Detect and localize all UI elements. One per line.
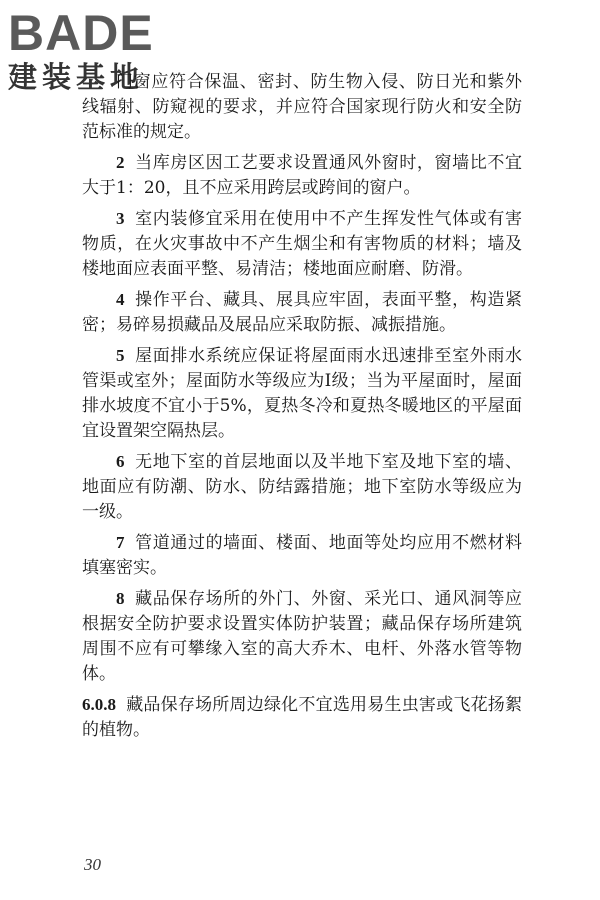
paragraph-7 <box>82 530 522 581</box>
paragraph-1 <box>82 70 522 145</box>
paragraph-text: 门窗应符合保温、密封、防生物入侵、防日光和紫外线辐射、防窥视的要求，并应符合国家现行防火和安全防范标准的规定。 <box>82 72 522 142</box>
paragraph-text: 室内装修宜采用在使用中不产生挥发性气体或有害物质，在火灾事故中不产生烟尘和有害物质的材料；墙及楼地面应表面平整、易清洁；楼地面应耐磨、防滑。 <box>82 209 522 279</box>
paragraph-number: 5 <box>116 346 125 365</box>
paragraph-8 <box>82 586 522 687</box>
paragraph-text: 管道通过的墙面、楼面、地面等处均应用不燃材料填塞密实。 <box>82 533 522 578</box>
paragraph-text: 当库房区因工艺要求设置通风外窗时，窗墙比不宜大于1：20，且不应采用跨层或跨间的窗户。 <box>82 153 522 198</box>
page-number: 30 <box>84 855 101 874</box>
paragraph-number: 6 <box>116 452 125 471</box>
paragraph-text: 无地下室的首层地面以及半地下室及地下室的墙、地面应有防潮、防水、防结露措施；地下室防水等级应为一级。 <box>82 452 522 522</box>
clause-number: 6.0.8 <box>82 695 116 714</box>
clause-6-0-8 <box>82 692 522 743</box>
paragraph-number: 2 <box>116 153 125 172</box>
paragraph-text: 屋面排水系统应保证将屋面雨水迅速排至室外雨水管渠或室外；屋面防水等级应为Ⅰ级；当为平屋面时，屋面排水坡度不宜小于5%，夏热冬冷和夏热冬暖地区的平屋面宜设置架空隔热层。 <box>82 346 522 441</box>
paragraph-6 <box>82 449 522 525</box>
paragraph-text: 操作平台、藏具、展具应牢固，表面平整，构造紧密；易碎易损藏品及展品应采取防振、减振措施。 <box>82 290 522 335</box>
paragraph-3 <box>82 206 522 282</box>
paragraph-number: 7 <box>116 533 125 552</box>
paragraph-2 <box>82 150 522 201</box>
paragraph-4 <box>82 287 522 338</box>
logo-wordmark: BADE <box>8 5 154 61</box>
document-body <box>82 70 522 748</box>
paragraph-number: 8 <box>116 589 125 608</box>
paragraph-number: 3 <box>116 209 125 228</box>
logo-chinese-text: 建装基地 <box>8 60 145 94</box>
clause-text: 藏品保存场所周边绿化不宜选用易生虫害或飞花扬絮的植物。 <box>82 695 522 740</box>
paragraph-text: 藏品保存场所的外门、外窗、采光口、通风洞等应根据安全防护要求设置实体防护装置；藏品保存场所建筑周围不应有可攀缘入室的高大乔木、电杆、外落水管等物体。 <box>82 589 522 684</box>
paragraph-number: 4 <box>116 290 125 309</box>
paragraph-5 <box>82 343 522 444</box>
